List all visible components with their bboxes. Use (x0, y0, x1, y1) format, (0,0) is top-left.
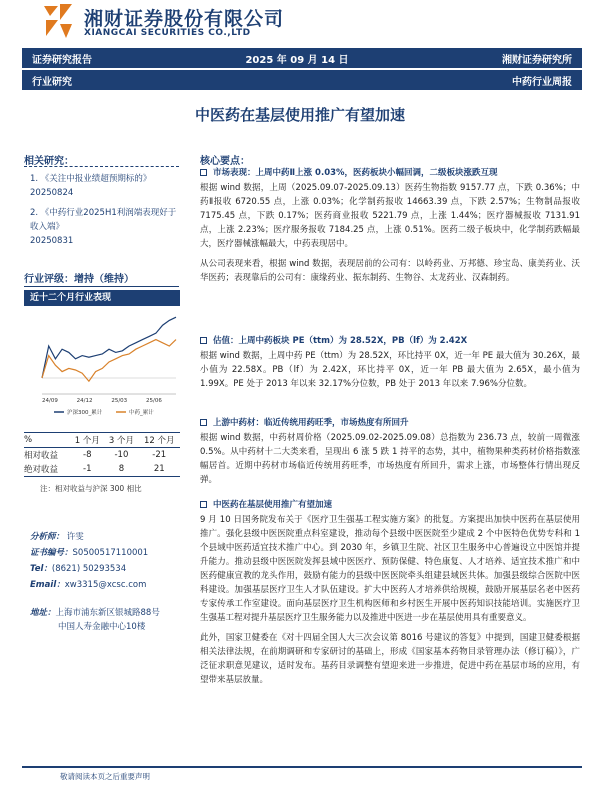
report-type: 证券研究报告 (32, 54, 92, 66)
chart-heading: 近十二个月行业表现 (24, 290, 180, 306)
analyst-tel: Tel：(8621) 50293534 (30, 564, 127, 574)
footer-disclaimer[interactable]: 敬请阅读本页之后重要声明 (60, 772, 150, 781)
table-cell: -10 (114, 450, 129, 460)
performance-chart (24, 308, 180, 420)
bullet-square-icon (200, 337, 207, 344)
report-date: 2025 年 09 月 14 日 (245, 54, 349, 66)
x-tick-label: 24/09 (42, 398, 58, 404)
table-cell: 8 (118, 464, 125, 474)
analyst-cert: 证书编号：S0500517110001 (30, 548, 149, 558)
industry-rating: 行业评级：增持（维持） (24, 274, 134, 285)
section-herbs (200, 416, 580, 487)
x-tick-label: 25/03 (111, 398, 128, 404)
research-institute: 湘财证券研究所 (501, 54, 572, 66)
table-header-cell: 3 个月 (108, 436, 134, 446)
table-cell: -1 (83, 464, 92, 474)
section-title: 市场表现：上周中药Ⅱ上涨 0.03%，医药板块小幅回调，二级板块涨跌互现 (213, 168, 498, 178)
logo-icon (40, 2, 76, 40)
related-item-date: 20250831 (30, 236, 74, 246)
report-series: 中药行业周报 (512, 76, 572, 88)
section-paragraph: 根据 wind 数据，中药材周价格（2025.09.02-2025.09.08）总指数为 236.73 点，较前一周微涨 0.5%。从中药材十二大类来看，呈现出 6 涨 5 跌 1 持平的态势，其中，植物果种类药材价格指数涨幅居首。近期中药材市场临近传统用药旺季，市场热度有所回升，需求上涨，市场整体行情出现反弹。 (200, 433, 580, 485)
analyst-address: 地址：上海市浦东新区银城路88号 (30, 608, 160, 618)
footer-divider (22, 766, 582, 768)
related-heading: 相关研究： (24, 156, 74, 167)
related-item[interactable] (30, 172, 180, 200)
related-item-title[interactable]: 2. 《中药行业2025H1利润端表现好于收入端》 (30, 208, 177, 232)
analyst-email[interactable]: Email：xw3315@xcsc.com (30, 580, 147, 590)
company-name-cn: 湘财证券股份有限公司 (84, 8, 285, 30)
section-paragraph: 根据 wind 数据，上周中药 PE（ttm）为 28.52X，环比持平 0X，近一年 PE 最大值为 30.26X，最小值为 22.58X。PB（lf）为 2.42X，环比持平 0X，近一年 PB 最大值为 2.65X，最小值为 1.99X。PE 处于 2013 年以来 32.17%分位数，PB 处于 2013 年以来 7.96%分位数。 (200, 351, 580, 389)
series-line-tcm (42, 340, 176, 382)
header-bar-top (22, 48, 582, 68)
table-row (24, 448, 180, 463)
related-item-date: 20250824 (30, 188, 74, 198)
analyst-address-line2: 中国人寿金融中心10楼 (58, 622, 146, 632)
table-cell: 绝对收益 (24, 465, 59, 475)
section-title: 中医药在基层使用推广有望加速 (213, 500, 333, 510)
performance-table (24, 432, 180, 477)
performance-note: 注：相对收益与沪深 300 相比 (40, 484, 142, 493)
section-paragraph: 此外，国家卫健委在《对十四届全国人大三次会议第 8016 号建议的答复》中提到，国建卫健委根据相关法律法规，在前期调研和专家研讨的基础上，形成《国家基本药物目录管理办法（修订稿）》，广泛征求职意见建议，适时发布。基药目录调整有望迎来进一步推进，促进中药在基层市场的应用，有望带来基层放量。 (200, 633, 580, 685)
section-market (200, 166, 580, 285)
divider (24, 286, 179, 287)
section-title: 估值：上周中药板块 PE（ttm）为 28.52X，PB（lf）为 2.42X (213, 336, 468, 346)
section-valuation (200, 334, 580, 391)
legend-label: 中药_累计 (129, 410, 154, 416)
x-tick-label: 25/06 (146, 398, 162, 404)
divider (24, 166, 179, 167)
series-line-hs300 (42, 317, 176, 378)
table-cell: -21 (152, 450, 167, 460)
section-title: 上游中药材：临近传统用药旺季，市场热度有所回升 (213, 418, 409, 428)
table-header-cell: 1 个月 (74, 436, 100, 446)
header-bar-bottom (22, 70, 582, 90)
bullet-square-icon (200, 419, 207, 426)
company-name-en: XIANGCAI SECURITIES CO.,LTD (84, 28, 251, 38)
x-tick-label: 24/12 (76, 398, 93, 404)
table-row (24, 462, 180, 477)
legend-label: 沪深300_累计 (67, 410, 103, 416)
related-item-title[interactable]: 1. 《关注中报业绩超预期标的》 (30, 174, 152, 184)
section-grassroots (200, 498, 580, 687)
research-category: 行业研究 (32, 76, 72, 88)
section-paragraph: 从公司表现来看，根据 wind 数据，表现居前的公司有：以岭药业、万邦德、珍宝岛、康美药业、沃华医药；表现靠后的公司有：康缘药业、振东制药、生物谷、太龙药业、汉森制药。 (200, 259, 580, 283)
analyst-name: 分析师： 许雯 (30, 532, 84, 542)
bullet-square-icon (200, 501, 207, 508)
bullet-square-icon (200, 169, 207, 176)
section-paragraph: 根据 wind 数据，上周（2025.09.07-2025.09.13）医药生物指数 9157.77 点，下跌 0.36%；中药Ⅱ报收 6720.55 点，上涨 0.03%；化学制药报收 14663.39 点，下跌 2.57%；生物制品报收 7175.45 点，下跌 0.17%；医药商业报收 5221.79 点，上涨 1.44%；医疗器械报收 7131.91 点，上涨 2.23%；医疗服务报收 7184.25 点，上涨 0.51%。医药二级子板块中，化学制药跌幅最大，医疗器械涨幅最大，中药表现居中。 (200, 183, 580, 249)
table-cell: -8 (83, 450, 92, 460)
page-title: 中医药在基层使用推广有望加速 (194, 106, 405, 124)
core-points-heading: 核心要点： (200, 156, 250, 167)
table-header-cell: % (24, 435, 33, 445)
related-item[interactable] (30, 206, 180, 248)
table-header-cell: 12 个月 (143, 436, 175, 446)
table-cell: 21 (153, 464, 165, 474)
table-cell: 相对收益 (24, 451, 59, 461)
section-paragraph: 9 月 10 日国务院发布关于《医疗卫生强基工程实施方案》的批复。方案提出加快中医药在基层使用推广。强化县级中医医院重点科室建设，推动每个县级中医医院至少建成 2 个中医特色优势专科和 1 个县域中医药适宜技术推广中心。到 2030 年，乡镇卫生院、社区卫生服务中心普遍设立中医馆并提升能力。推动县级中医医院发挥县域中医医疗、预防保健、特色康复、人才培养、适宜技术推广和中医药健康宣教的龙头作用，鼓励有能力的县级中医医院牵头组建县域医共体。加强县级综合医院中医科建设。加强基层医疗卫生人才队伍建设。扩大中医药人才培养供给规模，鼓励开展基层名老中医药专家传承工作室建设。面向基层医疗卫生机构医师和乡村医生开展中医药知识技能培训。实施医疗卫生强基工程对提升基层医疗卫生服务能力以及推进中医进一步在基层使用具有重要意义。 (200, 515, 580, 623)
